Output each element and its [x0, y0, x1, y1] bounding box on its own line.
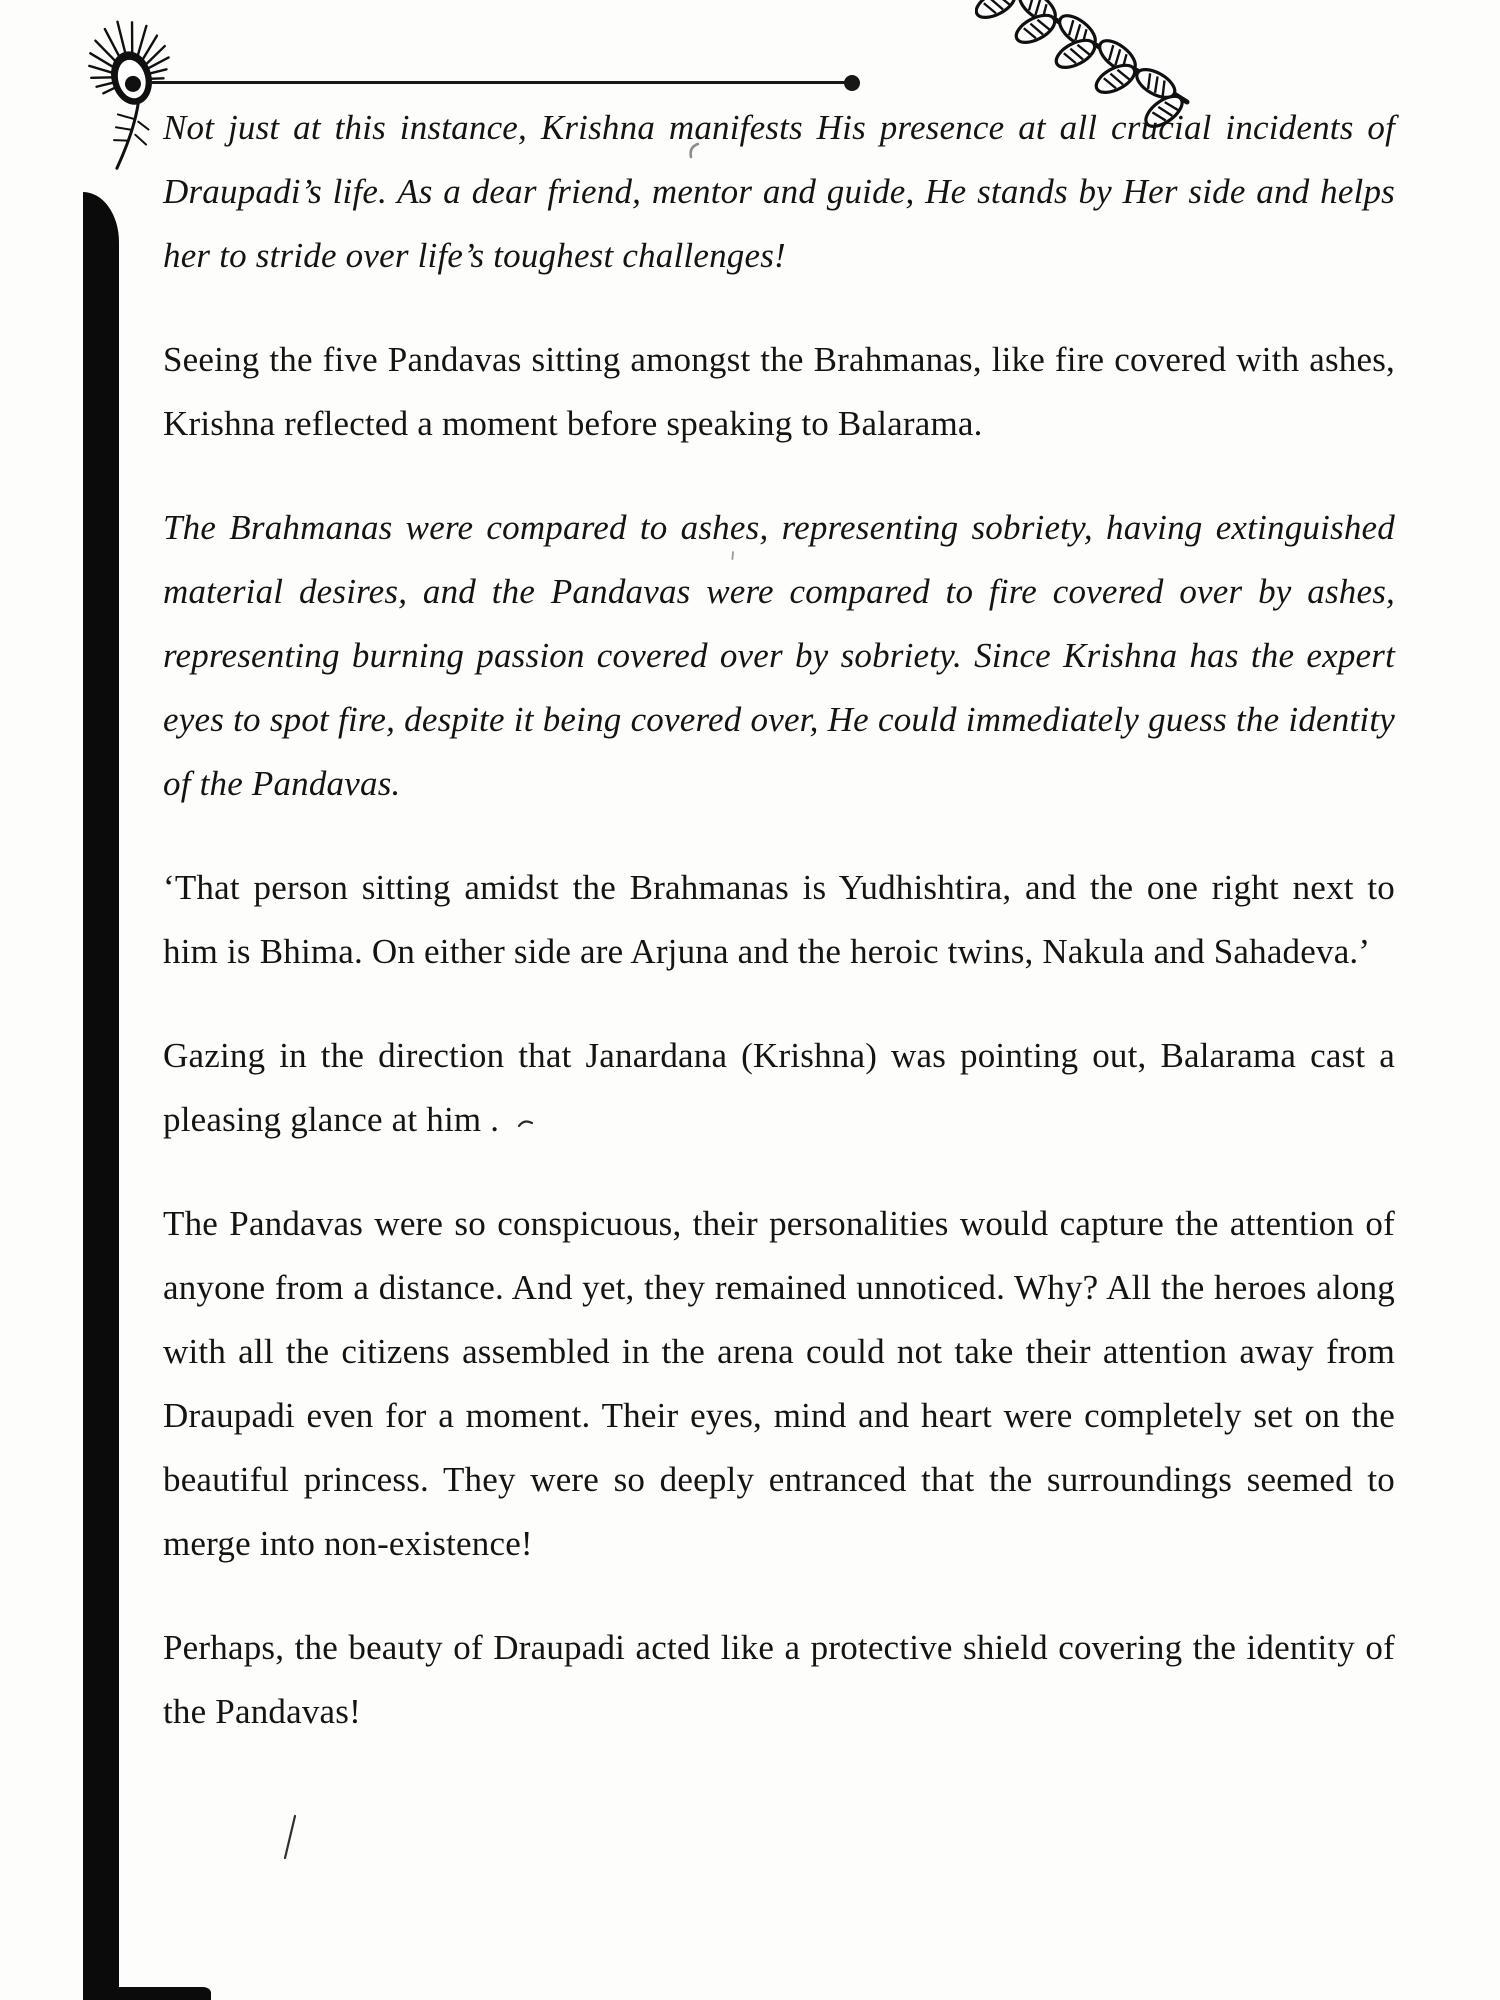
paragraph-3: The Brahmanas were compared to ashes, representing sobriety, having extinguished material desires, and the Pandavas were compared to fire covered over by ashes, representing burning passion covered over by sobriety. Since Krishna has the expert eyes to spot fire, despite it being covered over, He could immediately guess the identity of the Pandavas. — [163, 508, 1395, 803]
page-text — [163, 96, 1395, 1784]
divider-line — [150, 81, 846, 84]
paragraph-7: Perhaps, the beauty of Draupadi acted like a protective shield covering the identity of the Pandavas! — [163, 1628, 1395, 1731]
paragraph-4: ‘That person sitting amidst the Brahmanas is Yudhishtira, and the one right next to him is Bhima. On either side are Arjuna and the heroic twins, Nakula and Sahadeva.’ — [163, 868, 1395, 971]
scan-artifact-dot — [730, 551, 736, 561]
paragraph-5: Gazing in the direction that Janardana (Krishna) was pointing out, Balarama cast a pleasing glance at him . — [163, 1036, 1395, 1139]
paragraph-2: Seeing the five Pandavas sitting amongst the Brahmanas, like fire covered with ashes, Krishna reflected a moment before speaking to Balarama. — [163, 340, 1395, 443]
scan-artifact-slash — [280, 1814, 300, 1860]
paragraph-1: Not just at this instance, Krishna manifests His presence at all crucial incidents of Draupadi’s life. As a dear friend, mentor and guide, He stands by Her side and helps her to stride over life’s toughest challenges! — [163, 108, 1395, 275]
scan-artifact-tilde — [518, 1119, 534, 1129]
paragraph-6: The Pandavas were so conspicuous, their personalities would capture the attention of anyone from a distance. And yet, they remained unnoticed. Why? All the heroes along with all the citizens assembled in the arena could not take their attention away from Draupadi even for a moment. Their eyes, mind and heart were completely set on the beautiful princess. They were so deeply entranced that the surroundings seemed to merge into non-existence! — [163, 1204, 1395, 1563]
scan-artifact-speck — [688, 142, 702, 160]
left-margin-bar-foot — [83, 1987, 211, 2000]
left-margin-bar — [83, 192, 119, 2000]
divider-end-dot — [844, 75, 860, 91]
